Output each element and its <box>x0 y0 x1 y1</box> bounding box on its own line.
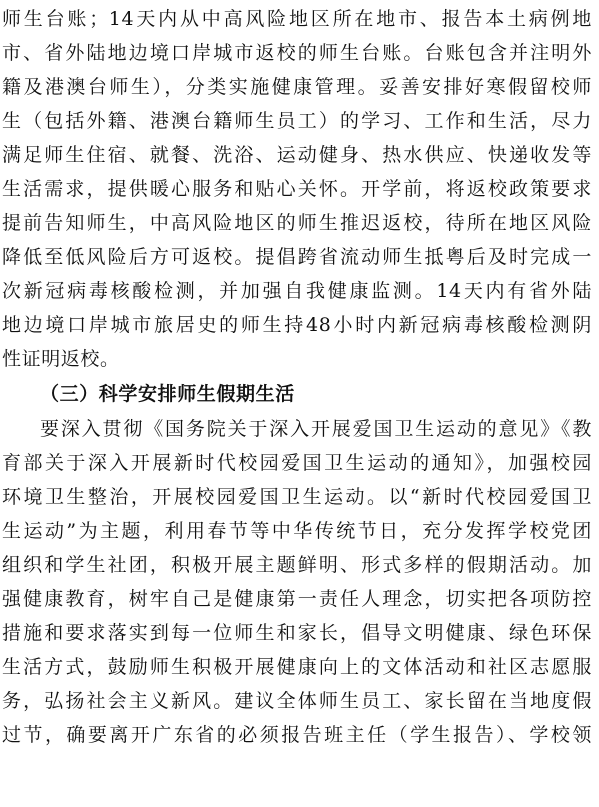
paragraph-line: 师生台账；14天内从中高风险地区所在地市、报告本土病例地 <box>2 8 592 30</box>
paragraph-line: 组织和学生社团，积极开展主题鲜明、形式多样的假期活动。加 <box>2 554 592 576</box>
paragraph-line: 务，弘扬社会主义新风。建议全体师生员工、家长留在当地度假 <box>2 690 592 712</box>
paragraph-line: 籍及港澳台师生），分类实施健康管理。妥善安排好寒假留校师 <box>2 76 592 98</box>
paragraph-line: 市、省外陆地边境口岸城市返校的师生台账。台账包含并注明外 <box>2 42 592 64</box>
paragraph-line: 生活需求，提供暖心服务和贴心关怀。开学前，将返校政策要求 <box>2 178 592 200</box>
paragraph-line: 性证明返校。 <box>2 348 120 370</box>
paragraph-line: 次新冠病毒核酸检测，并加强自我健康监测。14天内有省外陆 <box>2 280 592 302</box>
paragraph-line: 育部关于深入开展新时代校园爱国卫生运动的通知》，加强校园 <box>2 452 592 474</box>
paragraph-line: 要深入贯彻《国务院关于深入开展爱国卫生运动的意见》《教 <box>40 418 592 440</box>
section-heading: （三）科学安排师生假期生活 <box>40 383 295 405</box>
paragraph-line: 降低至低风险后方可返校。提倡跨省流动师生抵粤后及时完成一 <box>2 246 592 268</box>
paragraph-line: 生运动”为主题，利用春节等中华传统节日，充分发挥学校党团 <box>2 520 592 542</box>
paragraph-line: 强健康教育，树牢自己是健康第一责任人理念，切实把各项防控 <box>2 588 592 610</box>
paragraph-line: 满足师生住宿、就餐、洗浴、运动健身、热水供应、快递收发等 <box>2 144 592 166</box>
paragraph-line: 环境卫生整治，开展校园爱国卫生运动。以“新时代校园爱国卫 <box>2 486 592 508</box>
paragraph-line: 地边境口岸城市旅居史的师生持48小时内新冠病毒核酸检测阴 <box>2 314 592 336</box>
paragraph-line: 生（包括外籍、港澳台籍师生员工）的学习、工作和生活，尽力 <box>2 110 592 132</box>
paragraph-line: 措施和要求落实到每一位师生和家长，倡导文明健康、绿色环保 <box>2 622 592 644</box>
paragraph-line: 过节，确要离开广东省的必须报告班主任（学生报告）、学校领 <box>2 724 592 746</box>
paragraph-line: 生活方式，鼓励师生积极开展健康向上的文体活动和社区志愿服 <box>2 656 592 678</box>
paragraph-line: 提前告知师生，中高风险地区的师生推迟返校，待所在地区风险 <box>2 212 592 234</box>
